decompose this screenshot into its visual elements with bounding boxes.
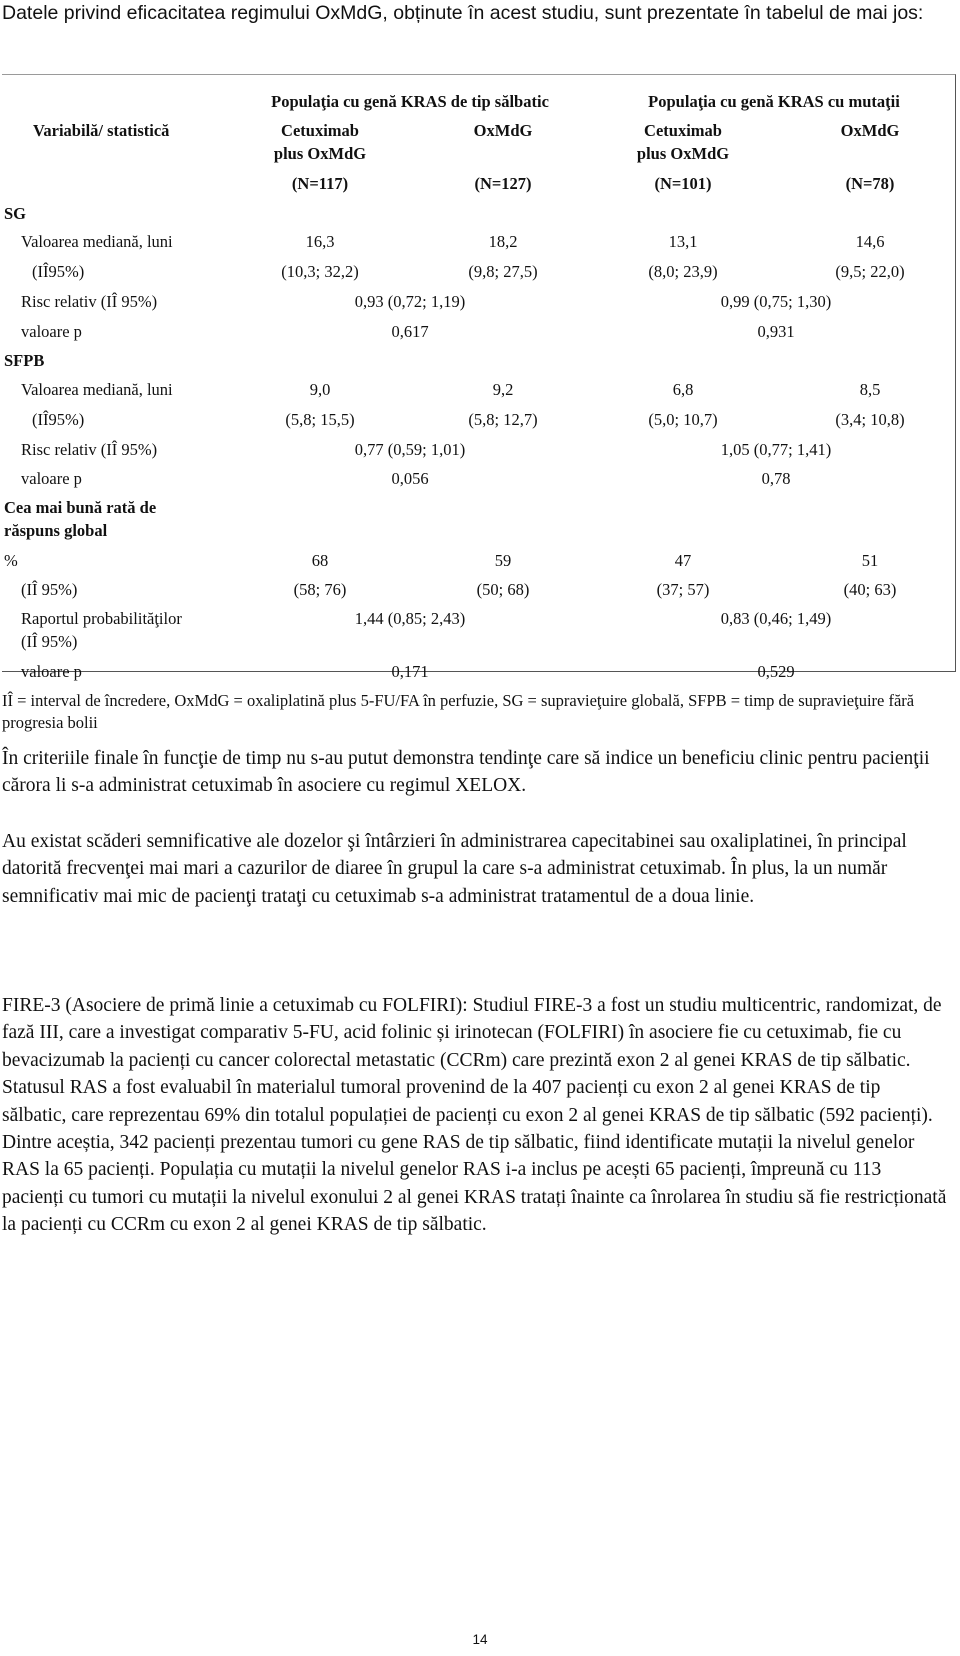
table-cell: 0,78 (761, 469, 791, 488)
variable-header: Variabilă/ statistică (33, 121, 170, 140)
table-cell: (9,5; 22,0) (835, 262, 905, 281)
table-cell: 9,0 (309, 380, 331, 399)
row-label: valoare p (21, 322, 82, 341)
col2-n: (N=127) (474, 174, 532, 193)
table-cell: 68 (311, 551, 329, 570)
table-cell: (3,4; 10,8) (835, 410, 905, 429)
paragraph-2: Au existat scăderi semnificative ale dozelor şi întârzieri în administrarea capecitabinei sau oxaliplatinei, în principal datorită frecvenţei mai mari a cazurilor de diaree în grupul la care s-a administrat cetuximab. În plus, la un număr semnificativ mai mic de pacienţi trataţi cu cetuximab s-a administrat tratamentul de a doua linie. (2, 831, 907, 907)
col3-header-line2: plus OxMdG (636, 144, 730, 163)
col2-header: OxMdG (473, 121, 533, 140)
col3-header-line1: Cetuximab (644, 121, 722, 140)
table-cell: 13,1 (668, 232, 698, 251)
table-cell: 0,056 (391, 469, 429, 488)
table-cell: 8,5 (859, 380, 881, 399)
table-cell: (37; 57) (656, 580, 710, 599)
table-cell: 0,99 (0,75; 1,30) (720, 292, 832, 311)
row-label: (IÎ 95%) (21, 580, 78, 599)
row-label: (IÎ 95%) (21, 632, 78, 651)
group-header-mutated: Populaţia cu genă KRAS cu mutaţii (648, 92, 900, 111)
table-cell: 59 (494, 551, 512, 570)
row-label: Raportul probabilităţilor (21, 609, 182, 628)
table-cell: (5,8; 15,5) (285, 410, 355, 429)
row-label: Valoarea mediană, luni (21, 380, 173, 399)
table-cell: 0,77 (0,59; 1,01) (354, 440, 466, 459)
col1-header-line2: plus OxMdG (273, 144, 367, 163)
col1-n: (N=117) (291, 174, 349, 193)
table-cell: 1,44 (0,85; 2,43) (354, 609, 466, 628)
section-title-orr-line1: Cea mai bună rată de (4, 498, 157, 517)
section-title-sfpb: SFPB (4, 351, 45, 370)
table-cell: 0,931 (757, 322, 795, 341)
paragraph-1: În criteriile finale în funcţie de timp nu s-au putut demonstra tendinţe care să indice un beneficiu clinic pentru pacienţii cărora li s-a administrat cetuximab în asociere cu regimul XELOX. (2, 748, 930, 797)
table-cell: (58; 76) (293, 580, 347, 599)
table-footnote: IÎ = interval de încredere, OxMdG = oxaliplatină plus 5-FU/FA în perfuzie, SG = supravieţuire globală, SFPB = timp de supravieţuire fără progresia bolii (2, 691, 915, 732)
row-label: Risc relativ (IÎ 95%) (21, 440, 158, 459)
table-cell: (5,8; 12,7) (468, 410, 538, 429)
table-cell: 0,617 (391, 322, 429, 341)
table-cell: 14,6 (855, 232, 885, 251)
row-label: valoare p (21, 662, 82, 681)
table-cell: 18,2 (488, 232, 518, 251)
table-cell: 0,93 (0,72; 1,19) (354, 292, 466, 311)
row-label: Risc relativ (IÎ 95%) (21, 292, 158, 311)
page-number: 14 (472, 1632, 488, 1647)
group-header-wild-type: Populaţia cu genă KRAS de tip sălbatic (271, 92, 549, 111)
table-cell: 0,83 (0,46; 1,49) (720, 609, 832, 628)
table-cell: 51 (861, 551, 879, 570)
table-cell: (10,3; 32,2) (281, 262, 359, 281)
table-cell: 9,2 (492, 380, 514, 399)
intro-text: Datele privind eficacitatea regimului OxMdG, obținute în acest studiu, sunt prezentate în tabelul de mai jos: (2, 2, 924, 24)
table-cell: (40; 63) (843, 580, 897, 599)
section-title-orr-line2: răspuns global (4, 521, 108, 540)
table-cell: 16,3 (305, 232, 335, 251)
row-label: Valoarea mediană, luni (21, 232, 173, 251)
table-cell: 47 (674, 551, 692, 570)
table-cell: (5,0; 10,7) (648, 410, 718, 429)
table-cell: 0,529 (757, 662, 795, 681)
table-cell: 0,171 (391, 662, 429, 681)
table-cell: 6,8 (672, 380, 694, 399)
table-cell: (8,0; 23,9) (648, 262, 718, 281)
table-cell: (50; 68) (476, 580, 530, 599)
col4-n: (N=78) (845, 174, 895, 193)
col3-n: (N=101) (654, 174, 712, 193)
row-label: valoare p (21, 469, 82, 488)
row-label: (IÎ95%) (32, 410, 85, 429)
paragraph-3: FIRE-3 (Asociere de primă linie a cetuximab cu FOLFIRI): Studiul FIRE-3 a fost un studiu multicentric, randomizat, de fază III, care a investigat comparativ 5-FU, acid folinic și irinotecan (FOLFIRI) în asociere fie cu cetuximab, fie cu bevacizumab la pacienți cu cancer colorectal metastatic (CCRm) care prezintă exon 2 al genei KRAS de tip sălbatic. Statusul RAS a fost evaluabil în materialul tumoral provenind de la 407 pacienți cu exon 2 al genei KRAS de tip sălbatic, care reprezentau 69% din totalul populației de pacienți cu exon 2 al genei KRAS de tip sălbatic (592 pacienți). Dintre aceștia, 342 pacienți prezentau tumori cu gene RAS de tip sălbatic, fiind identificate mutații la nivelul genelor RAS la 65 pacienți. Populația cu mutații la nivelul genelor RAS i-a inclus pe acești 65 pacienți, împreună cu 113 pacienți cu tumori cu mutații la nivelul exonului 2 al genei KRAS tratați înainte ca înrolarea în studiu să fie restricționată la pacienți cu CCRm cu exon 2 al genei KRAS de tip sălbatic. (2, 995, 947, 1236)
col4-header: OxMdG (840, 121, 900, 140)
table-cell: (9,8; 27,5) (468, 262, 538, 281)
col1-header-line1: Cetuximab (281, 121, 359, 140)
row-label: (IÎ95%) (32, 262, 85, 281)
row-label: % (4, 551, 18, 570)
table-cell: 1,05 (0,77; 1,41) (720, 440, 832, 459)
section-title-sg: SG (4, 204, 27, 223)
